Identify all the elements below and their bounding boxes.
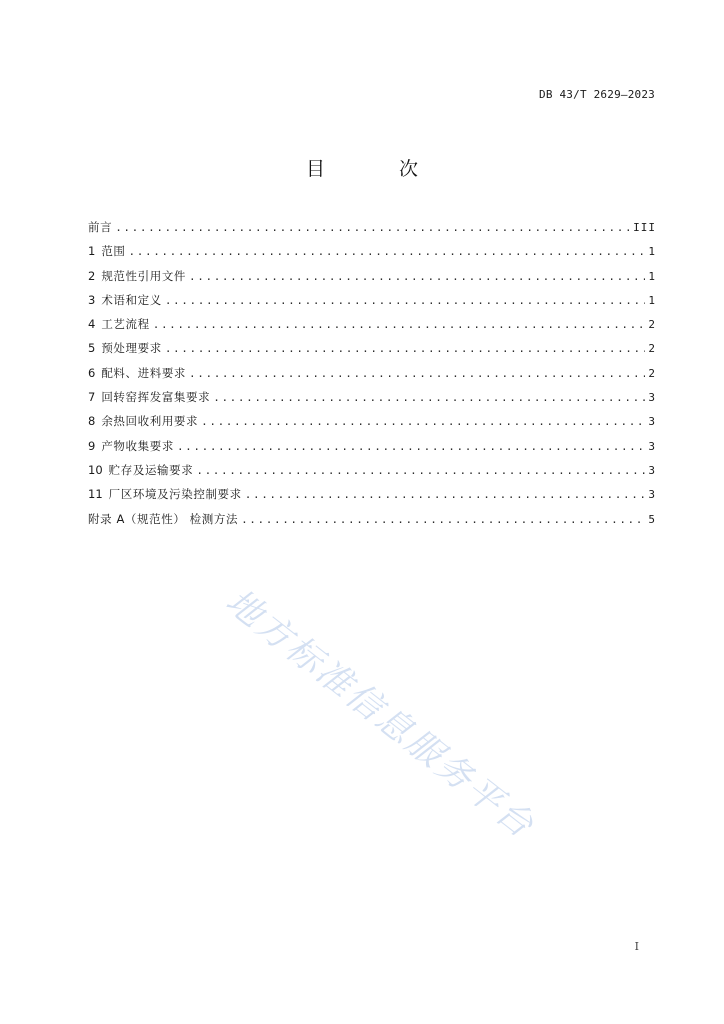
document-code: DB 43/T 2629—2023	[539, 88, 655, 101]
toc-leader-dots	[177, 438, 645, 455]
toc-entry-6[interactable]	[88, 365, 656, 389]
toc-entry-number: 9	[88, 438, 96, 453]
toc-leader-dots	[213, 389, 645, 406]
toc-entry-number: 5	[88, 341, 96, 356]
toc-entry-label: 范围	[101, 244, 126, 259]
watermark: 地方标准信息服务平台	[218, 581, 543, 848]
toc-entry-4[interactable]	[88, 316, 656, 340]
toc-entry-number: 6	[88, 365, 96, 380]
toc-entry-number: 2	[88, 268, 96, 283]
toc-entry-page: 1	[648, 269, 656, 283]
toc-entry-label: 预处理要求	[101, 341, 162, 356]
toc-entry-label: 工艺流程	[101, 317, 150, 332]
toc-entry-3[interactable]	[88, 292, 656, 316]
toc-entry-foreword[interactable]	[88, 219, 656, 243]
toc-entry-page: 2	[648, 366, 656, 380]
toc-entry-9[interactable]	[88, 438, 656, 462]
toc-entry-label: 规范性引用文件	[101, 268, 187, 283]
toc-entry-page: 3	[648, 463, 656, 477]
toc-entry-number: 7	[88, 390, 96, 405]
toc-entry-page: 3	[648, 439, 656, 453]
toc-entry-number: 1	[88, 244, 96, 259]
toc-leader-dots	[129, 243, 645, 260]
toc-entry-page: 2	[648, 342, 656, 356]
toc-entry-7[interactable]	[88, 389, 656, 413]
toc-entry-label: 术语和定义	[101, 292, 162, 307]
toc-entry-label: 余热回收利用要求	[101, 414, 199, 429]
toc-entry-page: 3	[648, 488, 656, 502]
toc-entry-number: 4	[88, 317, 96, 332]
toc-entry-label: 配料、进料要求	[101, 365, 187, 380]
toc-entry-number: 8	[88, 414, 96, 429]
toc-leader-dots	[189, 268, 645, 285]
toc-entry-page: 1	[648, 293, 656, 307]
toc-entry-label: 附录 A（规范性） 检测方法	[88, 511, 239, 526]
table-of-contents	[88, 219, 656, 535]
toc-entry-label: 贮存及运输要求	[108, 462, 194, 477]
toc-leader-dots	[201, 413, 645, 430]
page-title: 目 次	[305, 158, 453, 180]
toc-entry-page: 5	[648, 512, 656, 526]
toc-entry-8[interactable]	[88, 413, 656, 437]
toc-leader-dots	[196, 462, 645, 479]
toc-entry-label: 回转窑挥发富集要求	[101, 390, 211, 405]
toc-entry-2[interactable]	[88, 268, 656, 292]
toc-entry-appendix-a[interactable]	[88, 511, 656, 535]
toc-leader-dots	[245, 486, 645, 503]
toc-entry-page: 2	[648, 318, 656, 332]
toc-entry-label: 厂区环境及污染控制要求	[108, 487, 242, 502]
toc-entry-11[interactable]	[88, 486, 656, 510]
toc-entry-10[interactable]	[88, 462, 656, 486]
toc-entry-label: 产物收集要求	[101, 438, 174, 453]
toc-entry-page: 1	[648, 245, 656, 259]
toc-entry-5[interactable]	[88, 340, 656, 364]
toc-leader-dots	[115, 219, 630, 236]
toc-entry-number: 3	[88, 292, 96, 307]
toc-leader-dots	[189, 365, 645, 382]
toc-entry-number: 11	[88, 487, 103, 502]
toc-entry-label: 前言	[88, 220, 113, 234]
toc-leader-dots	[153, 316, 645, 333]
toc-entry-page: III	[633, 221, 656, 234]
toc-entry-number: 10	[88, 462, 103, 477]
toc-leader-dots	[165, 292, 645, 309]
toc-entry-page: 3	[648, 415, 656, 429]
page-number: I	[634, 940, 639, 953]
toc-entry-page: 3	[648, 391, 656, 405]
toc-leader-dots	[241, 511, 645, 528]
toc-entry-1[interactable]	[88, 243, 656, 267]
toc-leader-dots	[165, 340, 645, 357]
